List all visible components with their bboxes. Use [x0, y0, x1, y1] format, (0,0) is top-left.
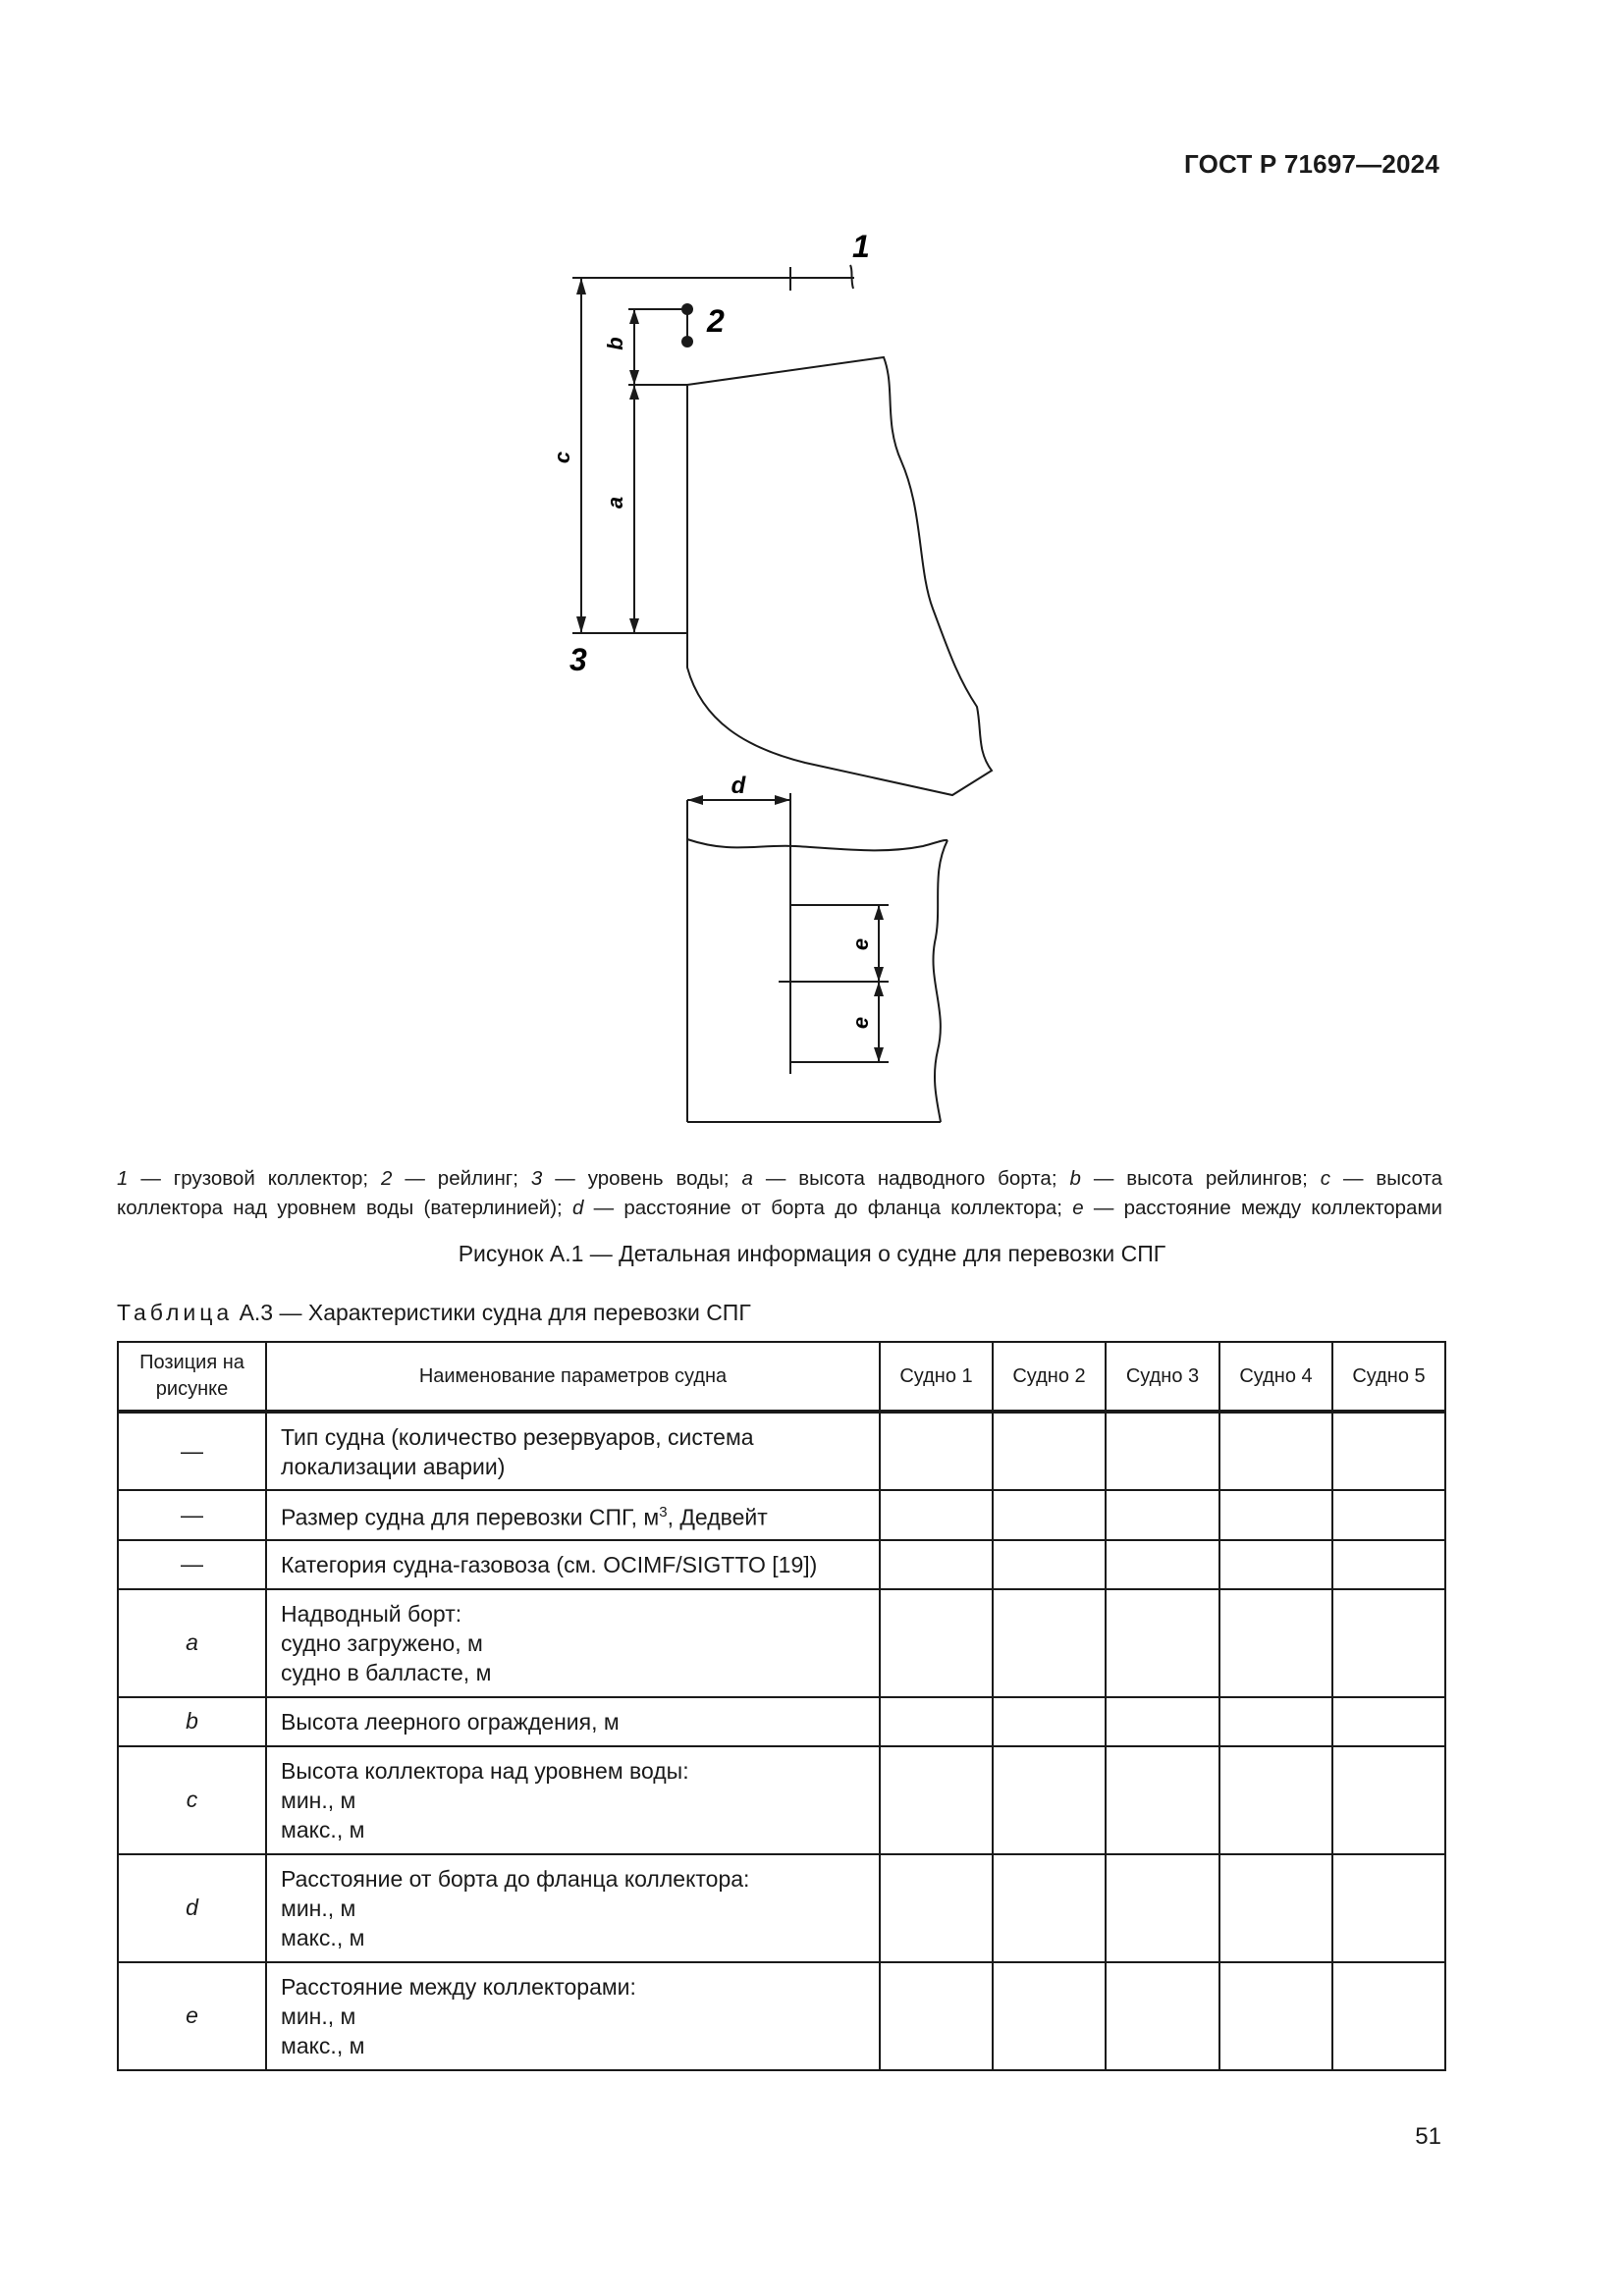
value-cell[interactable] [1219, 1589, 1332, 1697]
position-cell: b [118, 1697, 266, 1746]
value-cell[interactable] [880, 1746, 993, 1854]
legend-text: — высота рейлингов; [1080, 1167, 1321, 1190]
parameter-line: Высота коллектора над уровнем воды: [281, 1757, 689, 1784]
parameter-line: макс., м [281, 2032, 365, 2058]
figure-caption: Рисунок А.1 — Детальная информация о судне для перевозки СПГ [458, 1241, 1166, 1266]
header-position: Позиция на рисунке [118, 1342, 266, 1412]
table-row [118, 1540, 1445, 1589]
parameter-line: Размер судна для перевозки СПГ, м [281, 1504, 660, 1530]
position-cell: — [118, 1412, 266, 1490]
value-cell[interactable] [1106, 1854, 1219, 1962]
legend-text: — расстояние между коллекторами [1083, 1197, 1442, 1219]
value-cell[interactable] [993, 1540, 1106, 1589]
parameter-line: макс., м [281, 1924, 365, 1950]
label-c: c [550, 451, 574, 464]
position-cell: — [118, 1490, 266, 1540]
table-row [118, 1746, 1445, 1854]
parameter-line: мин., м [281, 1787, 356, 1813]
value-cell[interactable] [880, 1854, 993, 1962]
parameter-cell [266, 1589, 880, 1697]
table-title [117, 1300, 751, 1326]
value-cell[interactable] [993, 1490, 1106, 1540]
header-ship-2: Судно 2 [993, 1342, 1106, 1412]
table-title-word: Таблица [117, 1300, 234, 1325]
table-row [118, 1589, 1445, 1697]
value-cell[interactable] [1332, 1854, 1445, 1962]
table-row [118, 1962, 1445, 2070]
legend-text: — высота [1330, 1167, 1443, 1190]
value-cell[interactable] [1332, 1540, 1445, 1589]
label-a: a [603, 496, 627, 509]
legend-text: — грузовой коллектор; [128, 1167, 381, 1190]
label-d: d [731, 773, 746, 799]
header-parameter-name: Наименование параметров судна [266, 1342, 880, 1412]
parameter-line: Расстояние между коллекторами: [281, 1973, 636, 2000]
parameter-cell [266, 1490, 880, 1540]
parameter-cell [266, 1697, 880, 1746]
arrow-b-bottom [629, 370, 639, 385]
arrow-a-top [629, 385, 639, 400]
parameter-line: судно загружено, м [281, 1629, 483, 1656]
legend-key: e [1072, 1197, 1084, 1219]
value-cell[interactable] [880, 1962, 993, 2070]
parameter-line: Категория судна-газовоза (см. OCIMF/SIGTTO [19]) [281, 1551, 818, 1577]
value-cell[interactable] [880, 1490, 993, 1540]
legend-key: 1 [117, 1167, 129, 1190]
value-cell[interactable] [1219, 1540, 1332, 1589]
legend-text: — расстояние от борта до фланца коллектора; [583, 1197, 1073, 1219]
label-2: 2 [707, 303, 725, 339]
parameter-line: локализации аварии) [281, 1453, 506, 1479]
value-cell[interactable] [1332, 1490, 1445, 1540]
value-cell[interactable] [1106, 1697, 1219, 1746]
table-row [118, 1854, 1445, 1962]
parameter-line: Расстояние от борта до фланца коллектора: [281, 1865, 750, 1892]
railing-dot-bottom [681, 336, 693, 347]
parameter-line: Тип судна (количество резервуаров, система [281, 1423, 754, 1450]
parameter-line: Надводный борт: [281, 1600, 462, 1627]
legend-key: 3 [530, 1167, 543, 1190]
arrow-e1-top [874, 905, 884, 920]
label-b: b [603, 337, 627, 350]
hull-outline [687, 357, 992, 795]
value-cell[interactable] [1106, 1589, 1219, 1697]
arrow-e1-bottom [874, 967, 884, 982]
table-row [118, 1697, 1445, 1746]
arrow-c-top [576, 278, 586, 294]
value-cell[interactable] [1106, 1490, 1219, 1540]
header-ship-5: Судно 5 [1332, 1342, 1445, 1412]
value-cell[interactable] [1219, 1697, 1332, 1746]
value-cell[interactable] [993, 1854, 1106, 1962]
value-cell[interactable] [1106, 1412, 1219, 1490]
value-cell[interactable] [1219, 1962, 1332, 2070]
legend-key: c [1320, 1167, 1331, 1190]
value-cell[interactable] [1332, 1412, 1445, 1490]
value-cell[interactable] [1106, 1962, 1219, 2070]
header-ship-4: Судно 4 [1219, 1342, 1332, 1412]
table-title-rest: А.3 — Характеристики судна для перевозки СПГ [233, 1300, 751, 1325]
parameter-cell [266, 1412, 880, 1490]
value-cell[interactable] [993, 1412, 1106, 1490]
plan-top-wave [687, 839, 947, 850]
position-cell: — [118, 1540, 266, 1589]
value-cell[interactable] [993, 1962, 1106, 2070]
parameter-line: , Дедвейт [667, 1504, 768, 1530]
parameter-line: Высота леерного ограждения, м [281, 1708, 620, 1735]
value-cell[interactable] [993, 1697, 1106, 1746]
table-header-row [118, 1342, 1445, 1412]
value-cell[interactable] [880, 1697, 993, 1746]
value-cell[interactable] [880, 1589, 993, 1697]
parameter-line: мин., м [281, 1895, 356, 1921]
value-cell[interactable] [1219, 1412, 1332, 1490]
superscript: 3 [659, 1504, 668, 1521]
legend-text: — уровень воды; [542, 1167, 742, 1190]
arrow-c-bottom [576, 616, 586, 633]
header-ship-3: Судно 3 [1106, 1342, 1219, 1412]
label-3: 3 [569, 642, 587, 677]
figure-legend [117, 1164, 1442, 1223]
position-cell: d [118, 1854, 266, 1962]
value-cell[interactable] [1106, 1540, 1219, 1589]
value-cell[interactable] [993, 1746, 1106, 1854]
parameter-line: макс., м [281, 1816, 365, 1842]
value-cell[interactable] [1332, 1746, 1445, 1854]
legend-text: коллектора над уровнем воды (ватерлинией); [117, 1197, 572, 1219]
value-cell[interactable] [1106, 1746, 1219, 1854]
table-row [118, 1490, 1445, 1540]
legend-text: — высота надводного борта; [752, 1167, 1070, 1190]
legend-key: d [571, 1197, 584, 1219]
position-cell: c [118, 1746, 266, 1854]
parameter-cell [266, 1746, 880, 1854]
parameter-cell [266, 1962, 880, 2070]
value-cell[interactable] [1219, 1490, 1332, 1540]
legend-key: a [741, 1167, 753, 1190]
value-cell[interactable] [1332, 1589, 1445, 1697]
arrow-d-left [687, 795, 703, 805]
parameter-cell [266, 1854, 880, 1962]
label-e1: e [848, 937, 873, 951]
arrow-a-bottom [629, 618, 639, 633]
position-cell: a [118, 1589, 266, 1697]
label-e2: e [848, 1016, 873, 1030]
arrow-e2-top [874, 982, 884, 996]
legend-text: — рейлинг; [392, 1167, 531, 1190]
document-code: ГОСТ Р 71697—2024 [1184, 149, 1439, 179]
value-cell[interactable] [880, 1540, 993, 1589]
value-cell[interactable] [1219, 1854, 1332, 1962]
parameter-line: мин., м [281, 2002, 356, 2029]
plan-right-wave [933, 840, 947, 1122]
position-cell: e [118, 1962, 266, 2070]
ship-characteristics-table [117, 1341, 1446, 2071]
value-cell[interactable] [993, 1589, 1106, 1697]
header-ship-1: Судно 1 [880, 1342, 993, 1412]
value-cell[interactable] [880, 1412, 993, 1490]
legend-key: 2 [381, 1167, 393, 1190]
arrow-b-top [629, 309, 639, 324]
parameter-cell [266, 1540, 880, 1589]
page-number: 51 [1415, 2123, 1441, 2150]
parameter-line: судно в балласте, м [281, 1659, 492, 1685]
label-1: 1 [852, 229, 870, 264]
railing-dot-top [681, 303, 693, 315]
table-row [118, 1412, 1445, 1490]
value-cell[interactable] [1332, 1697, 1445, 1746]
arrow-e2-bottom [874, 1047, 884, 1062]
arrow-d-right [775, 795, 790, 805]
value-cell[interactable] [1219, 1746, 1332, 1854]
legend-key: b [1069, 1167, 1081, 1190]
value-cell[interactable] [1332, 1962, 1445, 2070]
